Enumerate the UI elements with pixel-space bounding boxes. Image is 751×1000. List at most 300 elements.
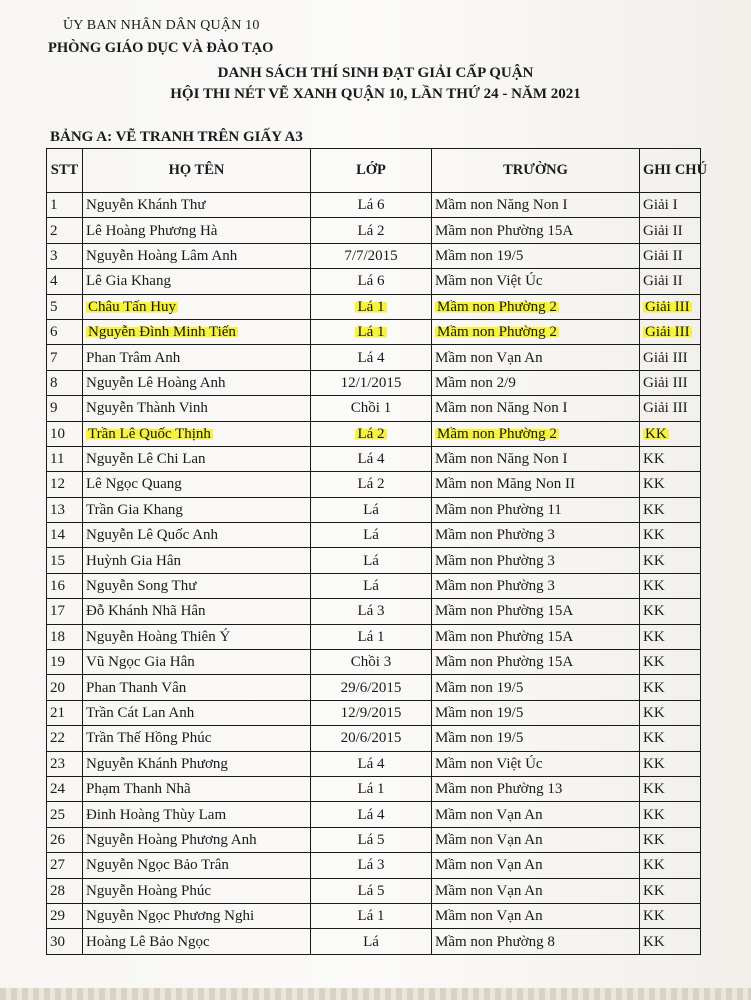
- awards-table: [46, 148, 708, 955]
- cell-stt-text: 18: [50, 628, 65, 645]
- cell-class-text: Lá 1: [357, 324, 385, 341]
- table-row: [47, 726, 701, 751]
- cell-note: [640, 878, 701, 903]
- cell-school-text: Mầm non Phường 3: [435, 578, 555, 595]
- cell-note: [640, 472, 701, 497]
- cell-note: [640, 294, 701, 319]
- cell-class-text: Lá 1: [357, 781, 385, 798]
- table-row: [47, 269, 701, 294]
- cell-name-text: Vũ Ngọc Gia Hân: [86, 654, 195, 671]
- cell-note-text: Giải III: [645, 324, 690, 341]
- cell-stt-text: 13: [50, 501, 65, 518]
- table-row: [47, 751, 701, 776]
- table-row: [47, 573, 701, 598]
- cell-name-text: Nguyễn Ngọc Phương Nghi: [86, 908, 255, 925]
- cell-stt: [47, 345, 83, 370]
- cell-note: [640, 929, 701, 954]
- cell-class-text: Lá 4: [357, 349, 385, 366]
- column-header-note: GHI CHÚ: [640, 149, 701, 193]
- cell-school-text: Mầm non Phường 2: [437, 425, 557, 442]
- cell-class: [311, 294, 432, 319]
- cell-name: [83, 294, 311, 319]
- cell-school: [432, 548, 640, 573]
- table-row: [47, 446, 701, 471]
- cell-note-text: KK: [643, 628, 665, 645]
- cell-school-text: Mầm non 19/5: [435, 247, 524, 264]
- table-row: [47, 776, 701, 801]
- cell-school-text: Mầm non Năng Non I: [435, 451, 568, 468]
- table-row: [47, 472, 701, 497]
- cell-school: [432, 243, 640, 268]
- cell-school: [432, 523, 640, 548]
- cell-note: [640, 396, 701, 421]
- cell-note: [640, 345, 701, 370]
- cell-note: [640, 624, 701, 649]
- cell-note-text: Giải III: [643, 400, 688, 417]
- table-row: [47, 929, 701, 954]
- cell-stt: [47, 827, 83, 852]
- cell-stt-text: 27: [50, 857, 65, 874]
- cell-name-text: Hoàng Lê Bảo Ngọc: [86, 933, 210, 950]
- cell-school: [432, 853, 640, 878]
- cell-name: [83, 650, 311, 675]
- cell-class-text: Chồi 1: [350, 400, 392, 417]
- cell-name: [83, 497, 311, 522]
- cell-class: [311, 726, 432, 751]
- cell-school: [432, 624, 640, 649]
- cell-name-text: Đinh Hoàng Thùy Lam: [86, 806, 227, 823]
- cell-school-text: Mầm non Năng Non I: [435, 197, 568, 214]
- table-row: [47, 193, 701, 218]
- cell-school-text: Mầm non Vạn An: [435, 806, 543, 823]
- cell-name-text: Trần Lê Quốc Thịnh: [88, 425, 211, 442]
- cell-school-text: Mầm non Phường 15A: [435, 222, 574, 239]
- table-row: [47, 624, 701, 649]
- cell-class-text: Lá 2: [357, 476, 385, 493]
- cell-stt-text: 15: [50, 552, 65, 569]
- cell-class: [311, 446, 432, 471]
- cell-class: [311, 421, 432, 446]
- cell-class-text: 29/6/2015: [340, 679, 402, 696]
- cell-name-text: Châu Tấn Huy: [88, 298, 177, 315]
- cell-name-text: Nguyễn Đình Minh Tiến: [88, 324, 236, 341]
- table-row: [47, 650, 701, 675]
- cell-name-text: Nguyễn Thành Vinh: [86, 400, 208, 417]
- cell-class-text: 7/7/2015: [344, 247, 398, 264]
- cell-stt: [47, 193, 83, 218]
- cell-class: [311, 599, 432, 624]
- cell-note: [640, 446, 701, 471]
- cell-school: [432, 878, 640, 903]
- cell-note: [640, 802, 701, 827]
- cell-stt-text: 9: [50, 400, 58, 417]
- cell-name-text: Nguyễn Hoàng Phúc: [86, 882, 211, 899]
- cell-stt-text: 10: [50, 425, 65, 442]
- cell-class: [311, 650, 432, 675]
- cell-stt-text: 28: [50, 882, 65, 899]
- cell-school-text: Mầm non 19/5: [435, 705, 524, 721]
- cell-name-text: Nguyễn Lê Quốc Anh: [86, 527, 219, 544]
- cell-class-text: Lá 1: [357, 908, 385, 925]
- cell-name-text: Nguyễn Hoàng Thiên Ý: [86, 628, 231, 645]
- cell-class: [311, 193, 432, 218]
- document-title: DANH SÁCH THÍ SINH ĐẠT GIẢI CẤP QUẬN: [217, 65, 534, 81]
- section-heading: BẢNG A: VẼ TRANH TRÊN GIẤY A3: [50, 129, 303, 145]
- table-row: [47, 548, 701, 573]
- cell-stt: [47, 675, 83, 700]
- cell-name-text: Huỳnh Gia Hân: [86, 552, 181, 569]
- cell-school: [432, 827, 640, 852]
- cell-stt: [47, 929, 83, 954]
- cell-stt: [47, 624, 83, 649]
- cell-class: [311, 853, 432, 878]
- cell-class-text: Lá 3: [357, 603, 385, 620]
- cell-school: [432, 700, 640, 725]
- table-row: [47, 802, 701, 827]
- cell-name: [83, 319, 311, 344]
- cell-name: [83, 624, 311, 649]
- document-subtitle: HỘI THI NÉT VẼ XANH QUẬN 10, LẦN THỨ 24 - NĂM 2021: [170, 86, 581, 102]
- cell-school-text: Mầm non Vạn An: [435, 349, 543, 366]
- cell-class: [311, 548, 432, 573]
- cell-stt: [47, 243, 83, 268]
- cell-class: [311, 396, 432, 421]
- cell-stt: [47, 650, 83, 675]
- cell-note: [640, 700, 701, 725]
- cell-name: [83, 903, 311, 928]
- cell-class-text: Lá: [363, 501, 379, 518]
- cell-name: [83, 751, 311, 776]
- cell-note-text: KK: [643, 578, 665, 595]
- cell-name: [83, 853, 311, 878]
- cell-school-text: Mầm non Phường 15A: [435, 628, 574, 645]
- table-row: [47, 599, 701, 624]
- cell-note-text: KK: [643, 806, 665, 823]
- cell-stt: [47, 726, 83, 751]
- cell-name: [83, 726, 311, 751]
- cell-school: [432, 573, 640, 598]
- cell-school-text: Mầm non Việt Úc: [435, 755, 543, 772]
- cell-note: [640, 218, 701, 243]
- cell-class: [311, 523, 432, 548]
- cell-name-text: Nguyễn Hoàng Phương Anh: [86, 831, 257, 848]
- cell-school-text: Mầm non 19/5: [435, 679, 524, 696]
- cell-stt-text: 7: [50, 349, 58, 366]
- cell-note-text: Giải I: [643, 197, 678, 214]
- cell-school: [432, 218, 640, 243]
- cell-note: [640, 751, 701, 776]
- cell-name: [83, 269, 311, 294]
- table-row: [47, 827, 701, 852]
- cell-name-text: Lê Hoàng Phương Hà: [86, 222, 218, 239]
- cell-name-text: Lê Gia Khang: [86, 273, 171, 290]
- cell-note-text: KK: [643, 679, 665, 696]
- cell-name-text: Trần Gia Khang: [86, 501, 183, 518]
- cell-note-text: KK: [643, 654, 665, 671]
- cell-class: [311, 573, 432, 598]
- cell-note: [640, 497, 701, 522]
- cell-name: [83, 218, 311, 243]
- cell-name-text: Nguyễn Lê Chi Lan: [86, 451, 206, 468]
- table-row: [47, 243, 701, 268]
- cell-class: [311, 929, 432, 954]
- table-row: [47, 878, 701, 903]
- cell-stt-text: 16: [50, 578, 65, 595]
- cell-note-text: Giải III: [643, 349, 688, 366]
- cell-class: [311, 218, 432, 243]
- cell-stt: [47, 523, 83, 548]
- cell-name-text: Nguyễn Hoàng Lâm Anh: [86, 247, 238, 264]
- cell-class: [311, 243, 432, 268]
- cell-school-text: Mầm non Măng Non II: [435, 476, 575, 493]
- cell-stt-text: 6: [50, 324, 58, 341]
- cell-school-text: Mầm non Phường 11: [435, 501, 562, 518]
- cell-class-text: Chồi 3: [350, 654, 392, 671]
- cell-school: [432, 802, 640, 827]
- cell-note: [640, 903, 701, 928]
- cell-name: [83, 700, 311, 725]
- column-header-class: LỚP: [311, 149, 432, 193]
- department-line: PHÒNG GIÁO DỤC VÀ ĐÀO TẠO: [48, 40, 274, 56]
- cell-note-text: KK: [643, 755, 665, 772]
- cell-note-text: KK: [643, 603, 665, 620]
- table-row: [47, 218, 701, 243]
- cell-class-text: Lá 5: [357, 831, 385, 848]
- cell-class: [311, 624, 432, 649]
- cell-stt: [47, 396, 83, 421]
- cell-school-text: Mầm non Phường 8: [435, 933, 555, 950]
- cell-note: [640, 269, 701, 294]
- table-row: [47, 853, 701, 878]
- cell-stt: [47, 497, 83, 522]
- cell-name: [83, 243, 311, 268]
- page-bottom-edge: [0, 988, 751, 1000]
- cell-school: [432, 345, 640, 370]
- cell-note-text: KK: [643, 857, 665, 874]
- cell-school-text: Mầm non Phường 13: [435, 781, 563, 798]
- cell-name-text: Nguyễn Khánh Thư: [86, 197, 206, 214]
- cell-class-text: Lá 4: [357, 755, 385, 772]
- cell-note-text: Giải III: [645, 298, 690, 315]
- cell-school-text: Mầm non Năng Non I: [435, 400, 568, 417]
- cell-stt-text: 19: [50, 654, 65, 671]
- cell-stt-text: 12: [50, 476, 65, 493]
- cell-class: [311, 472, 432, 497]
- cell-school-text: Mầm non Phường 2: [437, 324, 557, 341]
- table-header-row: [47, 149, 701, 193]
- table-row: [47, 675, 701, 700]
- cell-stt-text: 21: [50, 705, 65, 721]
- cell-stt: [47, 218, 83, 243]
- cell-stt-text: 29: [50, 908, 65, 925]
- cell-name: [83, 573, 311, 598]
- cell-note-text: KK: [643, 501, 665, 518]
- cell-class-text: 12/9/2015: [340, 705, 402, 721]
- cell-school: [432, 319, 640, 344]
- cell-class-text: Lá 2: [357, 222, 385, 239]
- cell-note: [640, 853, 701, 878]
- cell-note: [640, 319, 701, 344]
- cell-class-text: Lá: [363, 552, 379, 569]
- cell-note-text: KK: [643, 476, 665, 493]
- cell-school: [432, 421, 640, 446]
- issuer-line: ỦY BAN NHÂN DÂN QUẬN 10: [63, 18, 260, 33]
- cell-stt: [47, 548, 83, 573]
- cell-note: [640, 548, 701, 573]
- cell-stt-text: 2: [50, 222, 58, 239]
- cell-name-text: Nguyễn Song Thư: [86, 578, 197, 595]
- cell-name-text: Lê Ngọc Quang: [86, 476, 182, 493]
- cell-stt: [47, 853, 83, 878]
- cell-name: [83, 802, 311, 827]
- table-row: [47, 421, 701, 446]
- cell-class: [311, 675, 432, 700]
- cell-school: [432, 193, 640, 218]
- cell-class: [311, 776, 432, 801]
- cell-school-text: Mầm non Phường 3: [435, 527, 555, 544]
- cell-class-text: Lá 6: [357, 273, 385, 290]
- cell-stt-text: 8: [50, 374, 58, 391]
- cell-school-text: Mầm non Phường 15A: [435, 654, 574, 671]
- column-header-name: HỌ TÊN: [83, 149, 311, 193]
- cell-name-text: Nguyễn Khánh Phương: [86, 755, 228, 772]
- cell-stt-text: 17: [50, 603, 65, 620]
- cell-stt: [47, 599, 83, 624]
- cell-stt-text: 24: [50, 781, 65, 798]
- cell-stt: [47, 370, 83, 395]
- cell-school-text: Mầm non Vạn An: [435, 831, 543, 848]
- cell-note: [640, 675, 701, 700]
- cell-class: [311, 345, 432, 370]
- cell-stt-text: 30: [50, 933, 65, 950]
- table-body: [47, 193, 701, 955]
- cell-school-text: Mầm non 19/5: [435, 730, 524, 747]
- cell-name: [83, 472, 311, 497]
- cell-school: [432, 726, 640, 751]
- cell-class-text: Lá 1: [357, 298, 385, 315]
- cell-stt: [47, 878, 83, 903]
- cell-class-text: 20/6/2015: [340, 730, 402, 747]
- cell-name-text: Trần Thế Hồng Phúc: [86, 730, 212, 747]
- cell-stt: [47, 472, 83, 497]
- cell-class-text: Lá 1: [357, 628, 385, 645]
- cell-note-text: Giải II: [643, 247, 683, 264]
- cell-school: [432, 294, 640, 319]
- cell-class: [311, 497, 432, 522]
- cell-class-text: Lá 4: [357, 451, 385, 468]
- cell-school: [432, 396, 640, 421]
- cell-class-text: Lá 3: [357, 857, 385, 874]
- cell-school: [432, 929, 640, 954]
- cell-note: [640, 599, 701, 624]
- cell-stt: [47, 776, 83, 801]
- cell-note-text: KK: [643, 831, 665, 848]
- cell-name: [83, 421, 311, 446]
- cell-class-text: Lá 4: [357, 806, 385, 823]
- cell-class: [311, 700, 432, 725]
- cell-name: [83, 396, 311, 421]
- cell-note-text: KK: [643, 451, 665, 468]
- cell-name-text: Nguyễn Lê Hoàng Anh: [86, 374, 226, 391]
- cell-class: [311, 269, 432, 294]
- cell-school-text: Mầm non Vạn An: [435, 908, 543, 925]
- table-row: [47, 370, 701, 395]
- cell-stt-text: 1: [50, 197, 58, 214]
- cell-note-text: KK: [643, 882, 665, 899]
- cell-name: [83, 370, 311, 395]
- cell-school: [432, 446, 640, 471]
- cell-class-text: Lá: [363, 933, 379, 950]
- cell-school: [432, 269, 640, 294]
- cell-note-text: KK: [643, 527, 665, 544]
- cell-note: [640, 650, 701, 675]
- cell-note-text: Giải II: [643, 222, 683, 239]
- cell-name-text: Phan Trâm Anh: [86, 349, 181, 366]
- cell-school: [432, 650, 640, 675]
- cell-name: [83, 929, 311, 954]
- cell-school-text: Mầm non Vạn An: [435, 857, 543, 874]
- table-row: [47, 903, 701, 928]
- cell-name-text: Phạm Thanh Nhã: [86, 781, 191, 798]
- cell-stt-text: 23: [50, 755, 65, 772]
- cell-class-text: 12/1/2015: [340, 374, 402, 391]
- cell-stt-text: 22: [50, 730, 65, 747]
- cell-note-text: KK: [643, 552, 665, 569]
- table-row: [47, 396, 701, 421]
- cell-class-text: Lá 2: [357, 425, 385, 442]
- cell-stt: [47, 294, 83, 319]
- cell-stt-text: 26: [50, 831, 65, 848]
- cell-school: [432, 903, 640, 928]
- cell-school: [432, 497, 640, 522]
- cell-school: [432, 370, 640, 395]
- cell-school-text: Mầm non Việt Úc: [435, 273, 543, 290]
- cell-class-text: Lá 6: [357, 197, 385, 214]
- cell-stt: [47, 319, 83, 344]
- cell-school: [432, 675, 640, 700]
- cell-class: [311, 802, 432, 827]
- cell-name: [83, 446, 311, 471]
- cell-note: [640, 827, 701, 852]
- cell-stt-text: 25: [50, 806, 65, 823]
- cell-note-text: Giải III: [643, 374, 688, 391]
- cell-name: [83, 345, 311, 370]
- cell-stt-text: 20: [50, 679, 65, 696]
- cell-school-text: Mầm non Vạn An: [435, 882, 543, 899]
- cell-note: [640, 193, 701, 218]
- cell-stt: [47, 903, 83, 928]
- cell-school-text: Mầm non Phường 15A: [435, 603, 574, 620]
- cell-school: [432, 472, 640, 497]
- cell-name-text: Phan Thanh Vân: [86, 679, 187, 696]
- cell-class: [311, 319, 432, 344]
- cell-name: [83, 548, 311, 573]
- cell-stt-text: 14: [50, 527, 65, 544]
- cell-note: [640, 421, 701, 446]
- cell-name: [83, 776, 311, 801]
- cell-class-text: Lá: [363, 578, 379, 595]
- cell-stt: [47, 700, 83, 725]
- cell-stt-text: 4: [50, 273, 58, 290]
- cell-name: [83, 193, 311, 218]
- cell-stt-text: 11: [50, 451, 65, 468]
- cell-school-text: Mầm non Phường 3: [435, 552, 555, 569]
- table-row: [47, 294, 701, 319]
- cell-stt-text: 5: [50, 298, 58, 315]
- cell-class: [311, 903, 432, 928]
- cell-class: [311, 827, 432, 852]
- cell-note: [640, 726, 701, 751]
